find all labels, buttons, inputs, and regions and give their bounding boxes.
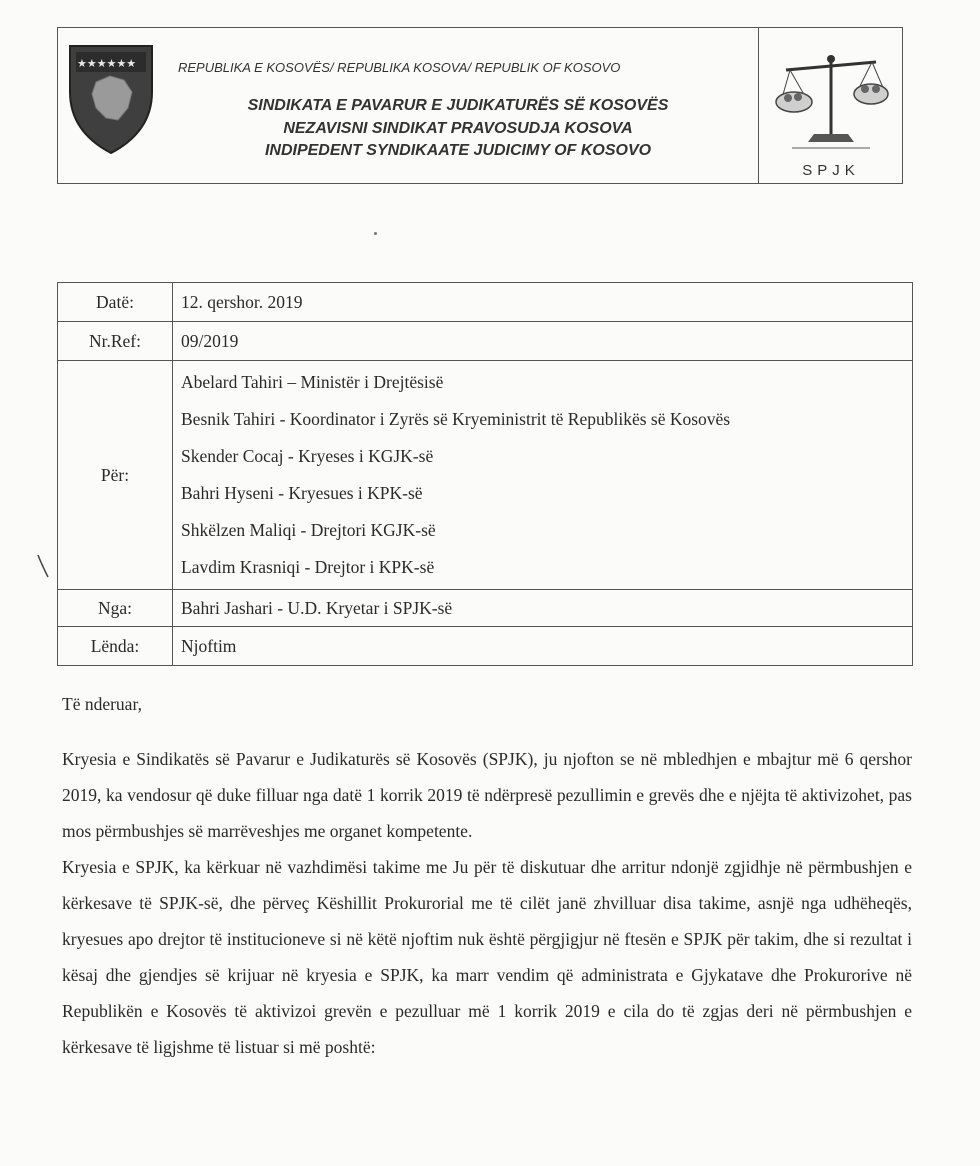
kosovo-coat-of-arms-icon xyxy=(66,42,156,157)
body-paragraph: Kryesia e SPJK, ka kërkuar në vazhdimësi takime me Ju për të diskutuar dhe arritur ndonjë zgjidhje në përmbushjen e kërkesave të SPJK-së, dhe përveç Këshillit Prokurorial me të cilët janë zhvilluar disa takime, asnjë nga udhëheqës, kryesues apo drejtor të institucioneve si në këtë njoftim nuk është përgjigjur në ftesën e SPJK për takim, dhe si rezultat i kësaj dhe gjendjes së krijuar në kryesia e SPJK, ka marr vendim që administrata e Gjykatave dhe Prokurorive në Republikën e Kosovës të aktivizoi grevën e pezulluar më 1 korrik 2019 e cila do të zgjas deri në përmbushjen e kërkesave të ligjshme të listuar si më poshtë: xyxy=(62,857,912,1057)
union-name-english: INDIPEDENT SYNDIKAATE JUDICIMY OF KOSOVO xyxy=(264,142,652,159)
sender-label: Nga: xyxy=(58,590,173,627)
subject-label: Lënda: xyxy=(58,627,173,666)
subject-value: Njoftim xyxy=(173,627,913,666)
reference-value: 09/2019 xyxy=(173,322,913,361)
svg-text:★★★★★★: ★★★★★★ xyxy=(77,57,137,70)
recipients-list xyxy=(173,361,913,590)
recipient-item: Bahri Hyseni - Kryesues i KPK-së xyxy=(181,483,423,503)
letter-body xyxy=(62,741,912,1065)
stray-pen-mark xyxy=(36,553,50,579)
union-name-albanian: SINDIKATA E PAVARUR E JUDIKATURËS SË KOSOVËS xyxy=(247,97,669,114)
sender-row xyxy=(58,590,913,627)
recipient-item: Skender Cocaj - Kryeses i KGJK-së xyxy=(181,446,434,466)
recipient-item: Besnik Tahiri - Koordinator i Zyrës së Kryeministrit të Republikës së Kosovës xyxy=(181,409,731,429)
greeting: Të nderuar, xyxy=(62,694,142,714)
date-label: Datë: xyxy=(58,283,173,322)
recipient-item: Shkëlzen Maliqi - Drejtori KGJK-së xyxy=(181,520,436,540)
letterhead xyxy=(57,27,903,184)
body-paragraph: Kryesia e Sindikatës së Pavarur e Judikaturës së Kosovës (SPJK), ju njofton se në mbledhjen e mbajtur më 6 qershor 2019, ka vendosur që duke filluar nga datë 1 korrik 2019 të ndërpresë pezullimin e grevës dhe e njëjta të aktivizohet, pas mos përmbushjes së marrëveshjes me organet kompetente. xyxy=(62,749,912,841)
republic-line: REPUBLIKA E KOSOVËS/ REPUBLIKA KOSOVA/ REPUBLIK OF KOSOVO xyxy=(178,60,621,75)
union-name-serbian: NEZAVISNI SINDIKAT PRAVOSUDJA KOSOVA xyxy=(283,120,633,137)
spjk-scales-logo-icon xyxy=(772,50,890,158)
scan-speck xyxy=(374,232,377,235)
sender-value: Bahri Jashari - U.D. Kryetar i SPJK-së xyxy=(173,590,913,627)
recipient-item: Lavdim Krasniqi - Drejtor i KPK-së xyxy=(181,557,435,577)
recipients-row xyxy=(58,361,913,590)
letter-meta-table xyxy=(57,282,913,666)
spjk-logo-text: SPJK xyxy=(802,162,860,179)
date-row xyxy=(58,283,913,322)
header-divider xyxy=(758,28,759,183)
recipients-label: Për: xyxy=(58,361,173,590)
reference-label: Nr.Ref: xyxy=(58,322,173,361)
date-value: 12. qershor. 2019 xyxy=(173,283,913,322)
reference-row xyxy=(58,322,913,361)
recipient-item: Abelard Tahiri – Ministër i Drejtësisë xyxy=(181,372,444,392)
subject-row xyxy=(58,627,913,666)
